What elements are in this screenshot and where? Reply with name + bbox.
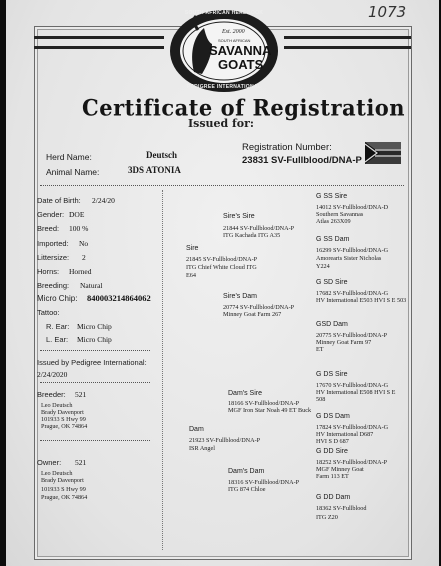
dams-sire-line: 18166 SV-Fullblood/DNA-P — [228, 400, 300, 407]
imported-value: No — [79, 239, 89, 248]
imported-label: Imported: — [37, 239, 69, 248]
dams-dam-line: 18316 SV-Fullblood/DNA-P — [228, 479, 300, 486]
dob-label: Date of Birth: — [37, 196, 81, 205]
owner-line: Prague, OK 74864 — [41, 494, 88, 501]
logo-brand-line2: GOATS — [218, 57, 264, 72]
breeding-value: Natural — [80, 281, 103, 290]
breeding-label: Breeding: — [37, 281, 70, 290]
certificate-subtitle: Issued for: — [188, 117, 254, 130]
g-ds-dam-line: HV International D687 — [316, 431, 374, 438]
header-stripe-right-2 — [284, 46, 411, 49]
sire-line: E64 — [186, 272, 196, 279]
owner-id: 521 — [75, 458, 87, 467]
logo-est: Est. 2000 — [222, 29, 245, 35]
sires-dam-label: Sire's Dam — [223, 293, 258, 300]
sires-sire-label: Sire's Sire — [223, 213, 255, 220]
g-ds-dam-label: G DS Dam — [316, 413, 350, 420]
microchip-label: Micro Chip: — [37, 294, 78, 303]
south-africa-flag-icon — [365, 142, 401, 164]
g-sd-sire-line: HV International E503 HVI S E 503 — [316, 297, 407, 304]
g-ss-dam-line: Amorearts Sister Nicholas — [316, 255, 382, 262]
breed-label: Breed: — [37, 224, 60, 233]
dams-dam-line: ITG 874 Chloe — [228, 486, 266, 493]
logo-ring-top: SOUTH AFRICAN HERDBOOK — [184, 10, 264, 16]
breed-value: 100 % — [69, 224, 89, 233]
g-ss-sire-line: 14012 SV-Fullblood/DNA-D — [316, 204, 389, 211]
g-sd-sire-line: 17682 SV-Fullblood/DNA-G — [316, 290, 389, 297]
g-ds-dam-line: 17824 SV-Fullblood/DNA-G — [316, 424, 389, 431]
g-ds-dam-line: HVI S D 687 — [316, 438, 349, 445]
dams-sire-line: MGF Iron Star Noah 49 ET Buck — [228, 407, 312, 414]
gsd-dam-label: GSD Dam — [316, 321, 348, 328]
g-dd-sire-line: Farm 113 ET — [316, 473, 349, 480]
gsd-dam-line: ET — [316, 346, 324, 353]
tattoo-label: Tattoo: — [37, 308, 60, 317]
littersize-value: 2 — [82, 253, 86, 262]
certificate-paper — [6, 0, 439, 566]
issued-divider — [40, 382, 150, 383]
g-dd-dam-line: ITG Z20 — [316, 514, 338, 521]
g-ss-sire-line: Southern Savannas — [316, 211, 364, 218]
g-ds-sire-label: G DS Sire — [316, 371, 348, 378]
horns-label: Horns: — [37, 267, 60, 276]
g-ss-sire-line: Atlas 263X09 — [316, 218, 351, 225]
logo-south-african: SOUTH AFRICAN — [218, 38, 251, 43]
right-ear-value: Micro Chip — [77, 322, 112, 331]
handwritten-number: 1073 — [368, 3, 407, 21]
gsd-dam-line: Minney Goat Farm 97 — [316, 339, 372, 346]
g-dd-sire-line: MGF Minney Goat — [316, 466, 364, 473]
sires-dam-line: 20774 SV-Fullblood/DNA-P — [223, 304, 295, 311]
g-ds-sire-line: 508 — [316, 396, 326, 403]
g-ss-dam-line: Y224 — [316, 263, 330, 270]
sire-line: 21845 SV-Fullblood/DNA-P — [186, 256, 258, 263]
logo-ring-bottom: PEDIGREE INTERNATIONAL — [186, 84, 262, 90]
owner-line: Leo Deutsch — [41, 470, 73, 477]
gender-value: DOE — [69, 210, 85, 219]
dob-value: 2/24/20 — [92, 196, 115, 205]
dam-line: 21923 SV-Fullblood/DNA-P — [189, 437, 261, 444]
microchip-value: 840003214864062 — [87, 293, 151, 303]
left-ear-label: L. Ear: — [46, 335, 69, 344]
breeder-line: Brady Davenport — [41, 409, 84, 416]
sires-sire-line: ITG Kachada ITG A35 — [223, 232, 281, 239]
herd-name-label: Herd Name: — [46, 152, 92, 162]
logo-brand-line1: SAVANNA — [209, 43, 272, 58]
breeder-id: 521 — [75, 390, 87, 399]
header-stripe-right-1 — [284, 36, 411, 39]
g-dd-dam-label: G DD Dam — [316, 494, 351, 501]
details-divider — [40, 350, 150, 351]
g-ss-dam-label: G SS Dam — [316, 236, 350, 243]
left-ear-value: Micro Chip — [77, 335, 112, 344]
g-ds-sire-line: HV International E508 HVI S E — [316, 389, 396, 396]
owner-line: 101933 S Hwy 99 — [41, 486, 86, 493]
owner-label: Owner: — [37, 458, 62, 467]
herd-name-value: Deutsch — [146, 150, 177, 160]
gender-label: Gender: — [37, 210, 65, 219]
g-dd-sire-line: 18252 SV-Fullblood/DNA-P — [316, 459, 388, 466]
g-dd-dam-line: 18362 SV-Fullblood — [316, 505, 367, 512]
breeder-line: 101933 S Hwy 99 — [41, 416, 86, 423]
sire-label: Sire — [186, 245, 199, 252]
pedigree-separator — [162, 190, 163, 550]
breeder-line: Prague, OK 74864 — [41, 423, 88, 430]
horns-value: Horned — [69, 267, 92, 276]
dam-label: Dam — [189, 426, 204, 433]
dam-line: ISR Angel — [189, 445, 215, 452]
issued-by-label: Issued by Pedigree International: — [37, 358, 147, 367]
breeder-label: Breeder: — [37, 390, 66, 399]
sires-sire-line: 21844 SV-Fullblood/DNA-P — [223, 225, 295, 232]
g-ds-sire-line: 17670 SV-Fullblood/DNA-G — [316, 382, 389, 389]
dams-sire-label: Dam's Sire — [228, 390, 263, 397]
right-ear-label: R. Ear: — [46, 322, 70, 331]
certificate-title: Certificate of Registration — [82, 94, 406, 121]
littersize-label: Littersize: — [37, 253, 70, 262]
g-ss-dam-line: 16299 SV-Fullblood/DNA-G — [316, 247, 389, 254]
savanna-goats-logo — [168, 8, 280, 94]
header-divider — [40, 185, 404, 186]
animal-name-value: 3DS ATONIA — [128, 165, 181, 175]
breeder-divider — [40, 440, 150, 441]
owner-line: Brady Davenport — [41, 477, 84, 484]
sire-line: ITG Chief White Cloud ITG — [186, 264, 257, 271]
g-sd-sire-label: G SD Sire — [316, 279, 348, 286]
issued-date: 2/24/2020 — [37, 370, 68, 379]
registration-value: 23831 SV-Fullblood/DNA-P — [242, 155, 362, 166]
g-ss-sire-label: G SS Sire — [316, 193, 348, 200]
header-stripe-left-2 — [34, 46, 164, 49]
breeder-line: Leo Deutsch — [41, 402, 73, 409]
g-dd-sire-label: G DD Sire — [316, 448, 348, 455]
registration-label: Registration Number: — [242, 142, 332, 153]
sires-dam-line: Minney Goat Farm 267 — [223, 311, 282, 318]
header-stripe-left-1 — [34, 36, 164, 39]
animal-name-label: Animal Name: — [46, 167, 100, 177]
dams-dam-label: Dam's Dam — [228, 468, 265, 475]
gsd-dam-line: 20775 SV-Fullblood/DNA-P — [316, 332, 388, 339]
